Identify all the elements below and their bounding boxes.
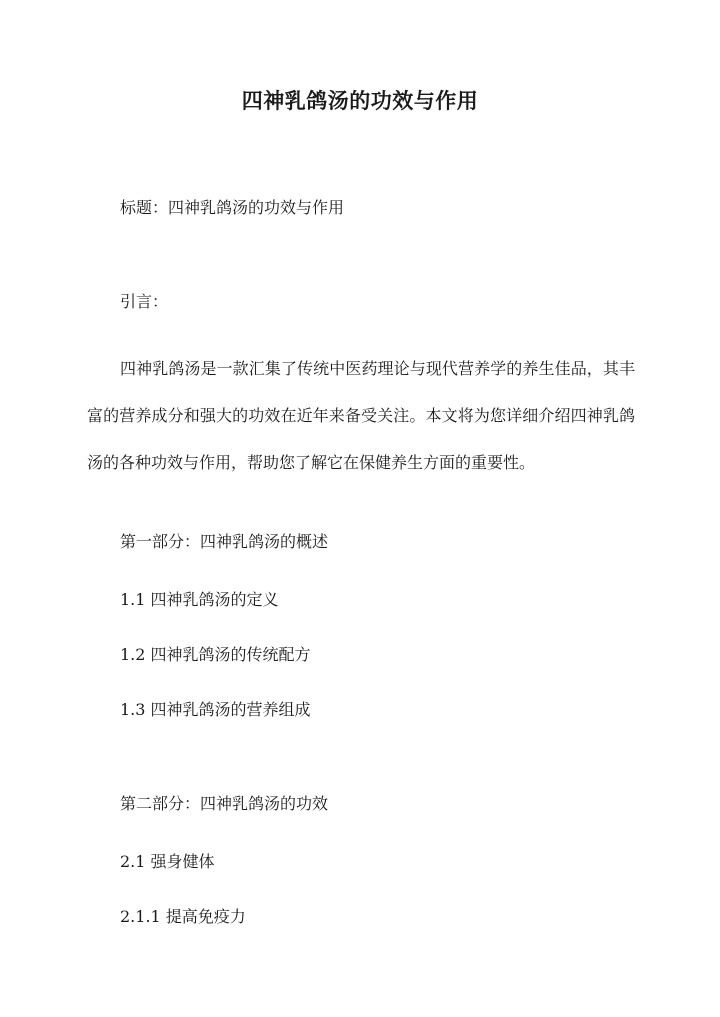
subject-line: 标题：四神乳鸽汤的功效与作用 (120, 198, 345, 217)
intro-heading: 引言： (120, 292, 169, 311)
section-heading-part2: 第二部分：四神乳鸽汤的功效 (120, 794, 329, 813)
intro-paragraph: 四神乳鸽汤是一款汇集了传统中医药理论与现代营养学的养生佳品，其丰富的营养成分和强大的功效在近年来备受关注。本文将为您详细介绍四神乳鸽汤的各种功效与作用，帮助您了解它在保健养生方面的重要性。 (87, 359, 635, 472)
outline-item-1-1: 1.1 四神乳鸽汤的定义 (120, 590, 279, 609)
outline-item-2-1: 2.1 强身健体 (120, 852, 215, 871)
outline-item-2-1-1: 2.1.1 提高免疫力 (120, 907, 246, 926)
outline-item-1-3: 1.3 四神乳鸽汤的营养组成 (120, 700, 311, 719)
document-title: 四神乳鸽汤的功效与作用 (241, 88, 479, 113)
section-heading-part1: 第一部分：四神乳鸽汤的概述 (120, 532, 329, 551)
outline-item-1-2: 1.2 四神乳鸽汤的传统配方 (120, 645, 311, 664)
